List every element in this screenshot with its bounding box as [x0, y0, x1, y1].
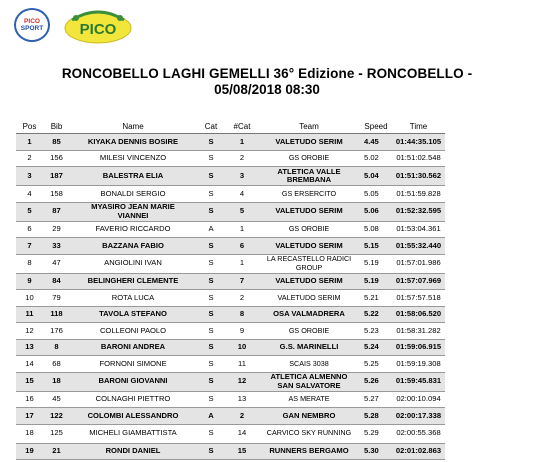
cell-name: COLNAGHI PIETTRO: [70, 391, 196, 408]
cell-speed: 5.26: [360, 372, 392, 391]
cell-cat: S: [196, 186, 226, 203]
cell-time: 01:58:06.520: [392, 306, 445, 323]
table-row: [16, 254, 445, 273]
column-header-speed: Speed: [360, 120, 392, 134]
pico-sport-logo-text-2: SPORT: [20, 25, 44, 32]
cell-pos: 9: [16, 273, 43, 290]
cell-bib: 176: [43, 323, 70, 340]
cell-cat-pos: 1: [226, 254, 258, 273]
cell-pos: 4: [16, 186, 43, 203]
cell-pos: 1: [16, 134, 43, 151]
cell-team: VALETUDO SERIM: [258, 273, 360, 290]
cell-time: 01:57:07.969: [392, 273, 445, 290]
cell-cat-pos: 11: [226, 356, 258, 373]
page-title: RONCOBELLO LAGHI GEMELLI 36° Edizione - RONCOBELLO -: [61, 66, 473, 81]
table-row: [16, 290, 445, 307]
cell-speed: 5.19: [360, 254, 392, 273]
cell-name: TAVOLA STEFANO: [70, 306, 196, 323]
cell-time: 01:51:02.548: [392, 150, 445, 167]
column-header-cat: Cat: [196, 120, 226, 134]
cell-time: 01:51:30.562: [392, 167, 445, 186]
cell-bib: 68: [43, 356, 70, 373]
cell-time: 01:51:59.828: [392, 186, 445, 203]
cell-name: BALESTRA ELIA: [70, 167, 196, 186]
cell-name: ANGIOLINI IVAN: [70, 254, 196, 273]
cell-time: 02:00:10.094: [392, 391, 445, 408]
cell-bib: 87: [43, 202, 70, 221]
event-date-time: 05/08/2018 08:30: [214, 82, 320, 97]
cell-bib: 85: [43, 134, 70, 151]
cell-cat-pos: 2: [226, 408, 258, 425]
cell-cat-pos: 5: [226, 202, 258, 221]
cell-bib: 8: [43, 339, 70, 356]
cell-time: 02:00:55.368: [392, 424, 445, 443]
results-table: [16, 120, 445, 460]
cell-team: VALETUDO SERIM: [258, 202, 360, 221]
pico-brand-logo-text: PICO: [79, 21, 117, 38]
table-row: [16, 186, 445, 203]
cell-speed: 5.25: [360, 356, 392, 373]
cell-team: GS OROBIE: [258, 150, 360, 167]
cell-cat-pos: 8: [226, 306, 258, 323]
cell-pos: 11: [16, 306, 43, 323]
cell-bib: 18: [43, 372, 70, 391]
cell-name: BARONI ANDREA: [70, 339, 196, 356]
cell-speed: 5.29: [360, 424, 392, 443]
cell-name: BAZZANA FABIO: [70, 238, 196, 255]
cell-cat: S: [196, 372, 226, 391]
cell-cat-pos: 6: [226, 238, 258, 255]
cell-cat: S: [196, 238, 226, 255]
cell-speed: 5.08: [360, 221, 392, 238]
cell-cat: S: [196, 356, 226, 373]
cell-speed: 5.22: [360, 306, 392, 323]
table-row: [16, 339, 445, 356]
cell-cat: S: [196, 273, 226, 290]
cell-team: VALETUDO SERIM: [258, 134, 360, 151]
table-row: [16, 221, 445, 238]
cell-bib: 21: [43, 443, 70, 460]
cell-time: 01:53:04.361: [392, 221, 445, 238]
cell-pos: 2: [16, 150, 43, 167]
cell-pos: 6: [16, 221, 43, 238]
table-row: [16, 443, 445, 460]
table-row: [16, 134, 445, 151]
cell-team: VALETUDO SERIM: [258, 290, 360, 307]
cell-speed: 5.23: [360, 323, 392, 340]
cell-cat: A: [196, 408, 226, 425]
cell-team: CARVICO SKY RUNNING: [258, 424, 360, 443]
cell-name: BARONI GIOVANNI: [70, 372, 196, 391]
cell-bib: 122: [43, 408, 70, 425]
table-row: [16, 273, 445, 290]
table-row: [16, 391, 445, 408]
cell-team: GS OROBIE: [258, 221, 360, 238]
cell-name: ROTA LUCA: [70, 290, 196, 307]
cell-cat-pos: 3: [226, 167, 258, 186]
table-row: [16, 372, 445, 391]
cell-cat-pos: 13: [226, 391, 258, 408]
cell-pos: 16: [16, 391, 43, 408]
cell-pos: 14: [16, 356, 43, 373]
cell-pos: 18: [16, 424, 43, 443]
cell-cat: S: [196, 167, 226, 186]
cell-speed: 5.05: [360, 186, 392, 203]
cell-bib: 158: [43, 186, 70, 203]
cell-speed: 5.15: [360, 238, 392, 255]
cell-bib: 33: [43, 238, 70, 255]
table-row: [16, 150, 445, 167]
cell-team: GS OROBIE: [258, 323, 360, 340]
cell-name: FORNONI SIMONE: [70, 356, 196, 373]
table-row: [16, 408, 445, 425]
cell-pos: 10: [16, 290, 43, 307]
cell-speed: 5.24: [360, 339, 392, 356]
column-header-bib: Bib: [43, 120, 70, 134]
cell-team: RUNNERS BERGAMO: [258, 443, 360, 460]
cell-speed: 5.28: [360, 408, 392, 425]
cell-pos: 3: [16, 167, 43, 186]
cell-time: 02:00:17.338: [392, 408, 445, 425]
cell-cat-pos: 15: [226, 443, 258, 460]
cell-speed: 5.06: [360, 202, 392, 221]
cell-pos: 12: [16, 323, 43, 340]
cell-pos: 17: [16, 408, 43, 425]
cell-pos: 19: [16, 443, 43, 460]
cell-cat: S: [196, 254, 226, 273]
table-row: [16, 356, 445, 373]
cell-team: SCAIS 3038: [258, 356, 360, 373]
cell-cat-pos: 4: [226, 186, 258, 203]
column-header-name: Name: [70, 120, 196, 134]
cell-cat: S: [196, 306, 226, 323]
table-header-row: [16, 120, 445, 134]
column-header-time: Time: [392, 120, 445, 134]
pico-sport-logo-text-1: PICO: [24, 18, 40, 25]
cell-cat-pos: 1: [226, 134, 258, 151]
cell-cat: A: [196, 221, 226, 238]
cell-speed: 5.04: [360, 167, 392, 186]
cell-time: 01:52:32.595: [392, 202, 445, 221]
cell-name: BONALDI SERGIO: [70, 186, 196, 203]
cell-cat-pos: 7: [226, 273, 258, 290]
cell-bib: 45: [43, 391, 70, 408]
cell-team: ATLETICA VALLE BREMBANA: [258, 167, 360, 186]
cell-time: 01:59:45.831: [392, 372, 445, 391]
cell-name: BELINGHERI CLEMENTE: [70, 273, 196, 290]
cell-cat-pos: 12: [226, 372, 258, 391]
cell-pos: 15: [16, 372, 43, 391]
cell-team: VALETUDO SERIM: [258, 238, 360, 255]
cell-bib: 84: [43, 273, 70, 290]
cell-bib: 118: [43, 306, 70, 323]
cell-bib: 187: [43, 167, 70, 186]
cell-name: MILESI VINCENZO: [70, 150, 196, 167]
cell-time: 01:59:19.308: [392, 356, 445, 373]
column-header-team: Team: [258, 120, 360, 134]
cell-time: 01:57:57.518: [392, 290, 445, 307]
cell-pos: 13: [16, 339, 43, 356]
cell-bib: 156: [43, 150, 70, 167]
cell-cat-pos: 14: [226, 424, 258, 443]
cell-time: 01:55:32.440: [392, 238, 445, 255]
cell-name: RONDI DANIEL: [70, 443, 196, 460]
cell-bib: 47: [43, 254, 70, 273]
cell-pos: 7: [16, 238, 43, 255]
cell-name: COLOMBI ALESSANDRO: [70, 408, 196, 425]
cell-team: G.S. MARINELLI: [258, 339, 360, 356]
cell-bib: 79: [43, 290, 70, 307]
cell-speed: 5.30: [360, 443, 392, 460]
cell-time: 01:57:01.986: [392, 254, 445, 273]
cell-cat: S: [196, 134, 226, 151]
table-row: [16, 238, 445, 255]
cell-name: COLLEONI PAOLO: [70, 323, 196, 340]
cell-name: KIYAKA DENNIS BOSIRE: [70, 134, 196, 151]
cell-speed: 5.27: [360, 391, 392, 408]
cell-cat-pos: 10: [226, 339, 258, 356]
cell-time: 01:59:06.915: [392, 339, 445, 356]
cell-team: GS ERSERCITO: [258, 186, 360, 203]
cell-name: FAVERIO RICCARDO: [70, 221, 196, 238]
column-header-cat-pos: #Cat: [226, 120, 258, 134]
cell-time: 02:01:02.863: [392, 443, 445, 460]
table-row: [16, 306, 445, 323]
cell-pos: 8: [16, 254, 43, 273]
cell-cat-pos: 1: [226, 221, 258, 238]
cell-cat: S: [196, 202, 226, 221]
cell-bib: 29: [43, 221, 70, 238]
cell-team: GAN NEMBRO: [258, 408, 360, 425]
cell-bib: 125: [43, 424, 70, 443]
column-header-pos: Pos: [16, 120, 43, 134]
cell-cat: S: [196, 150, 226, 167]
pico-brand-logo: [62, 6, 134, 46]
cell-cat-pos: 9: [226, 323, 258, 340]
table-row: [16, 202, 445, 221]
cell-cat-pos: 2: [226, 150, 258, 167]
cell-time: 01:44:35.105: [392, 134, 445, 151]
cell-speed: 5.02: [360, 150, 392, 167]
cell-pos: 5: [16, 202, 43, 221]
cell-cat: S: [196, 391, 226, 408]
cell-speed: 4.45: [360, 134, 392, 151]
cell-cat: S: [196, 323, 226, 340]
cell-team: OSA VALMADRERA: [258, 306, 360, 323]
cell-cat-pos: 2: [226, 290, 258, 307]
cell-speed: 5.21: [360, 290, 392, 307]
cell-name: MYASIRO JEAN MARIE VIANNEI: [70, 202, 196, 221]
cell-team: ATLETICA ALMENNO SAN SALVATORE: [258, 372, 360, 391]
cell-cat: S: [196, 443, 226, 460]
cell-cat: S: [196, 339, 226, 356]
cell-cat: S: [196, 424, 226, 443]
table-row: [16, 424, 445, 443]
cell-name: MICHELI GIAMBATTISTA: [70, 424, 196, 443]
table-row: [16, 167, 445, 186]
cell-cat: S: [196, 290, 226, 307]
pico-sport-logo: [14, 8, 50, 42]
table-row: [16, 323, 445, 340]
cell-team: LA RECASTELLO RADICI GROUP: [258, 254, 360, 273]
cell-team: AS MERATE: [258, 391, 360, 408]
cell-time: 01:58:31.282: [392, 323, 445, 340]
cell-speed: 5.19: [360, 273, 392, 290]
